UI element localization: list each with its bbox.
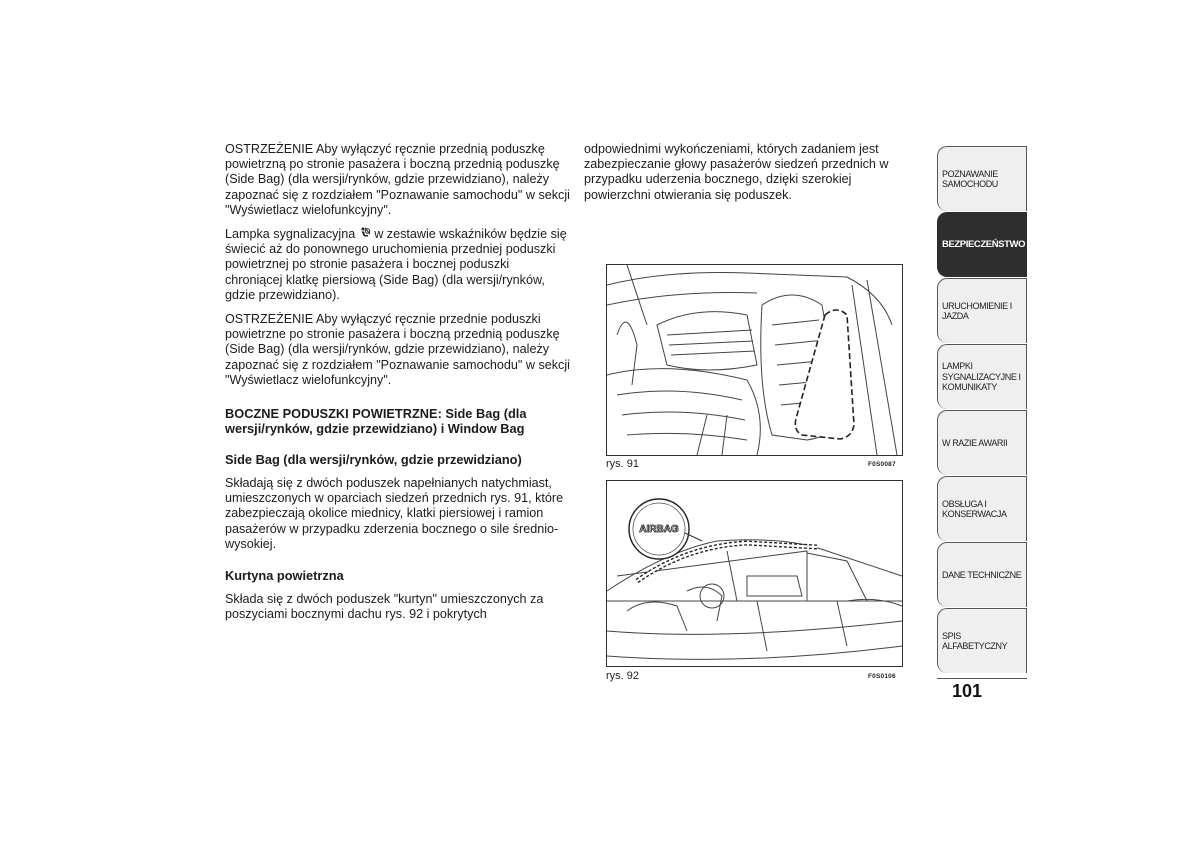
chapter-tabs [937,146,1027,674]
warning-paragraph-1: OSTRZEŻENIE Aby wyłączyć ręcznie przednią poduszkę powietrzną po stronie pasażera i boczną przednią poduszkę (Side Bag) (dla wersji/rynków, gdzie przewidziano), należy zapoznać się z rozdziałem "Poznawanie samochodu" w sekcji "Wyświetlacz wielofunkcyjny". [225,142,570,217]
tab-spis-alfabetyczny[interactable]: SPIS ALFABETYCZNY [937,608,1027,673]
tab-bezpieczenstwo[interactable]: BEZPIECZEŃSTWO [937,212,1027,277]
section-heading-side-bag: Side Bag (dla wersji/rynków, gdzie przewidziano) [225,452,522,468]
section-heading-side-window-bag: BOCZNE PODUSZKI POWIETRZNE: Side Bag (dla wersji/rynków, gdzie przewidziano) i Window Bag [225,406,527,437]
figure-92-code: F0S0106 [868,673,896,680]
lamp-paragraph [225,227,570,303]
figure-92-caption: rys. 92 [606,670,640,682]
tab-uruchomienie-i-jazda[interactable]: URUCHOMIENIE I JAZDA [937,278,1027,343]
lamp-text-before: Lampka sygnalizacyjna [225,227,359,242]
tab-w-razie-awarii[interactable]: W RAZIE AWARII [937,410,1027,475]
page-number: 101 [952,681,983,701]
airbag-badge-text: AIRBAG [639,524,679,535]
curtain-paragraph-continued: odpowiednimi wykończeniami, których zadaniem jest zabezpieczanie głowy pasażerów siedzeń przednich w przypadku uderzenia bocznego, dzięki szerokiej powierzchni otwierania się poduszek. [584,142,889,202]
warning-paragraph-2: OSTRZEŻENIE Aby wyłączyć ręcznie przednie poduszki powietrzne po stronie pasażera i boczną przednią poduszkę (Side Bag) (dla wersji/rynków, gdzie przewidziano), należy zapoznać się z rozdziałem "Poznawanie samochodu" w sekcji "Wyświetlacz wielofunkcyjny". [225,312,570,387]
curtain-paragraph: Składa się z dwóch poduszek "kurtyn" umieszczonych za poszyciami bocznymi dachu rys. 92 i pokrytych [225,592,544,622]
tab-poznawanie-samochodu[interactable]: POZNAWANIE SAMOCHODU [937,146,1027,211]
figure-91-code: F0S0087 [868,461,896,468]
airbag-off-icon [359,227,371,239]
right-text-column [584,142,914,212]
section-heading-curtain: Kurtyna powietrzna [225,568,344,584]
side-bag-paragraph: Składają się z dwóch poduszek napełnianych natychmiast, umieszczonych w oparciach siedzeń przednich rys. 91, które zabezpieczają okolice miednicy, klatki piersiowej i ramion pasażerów w przypadku zderzenia bocznego o sile średnio-wysokiej. [225,476,564,551]
figure-91-side-bag [606,264,903,456]
car-side-illustration [607,481,902,666]
figure-92-window-bag [606,480,903,667]
lamp-text-after: w zestawie wskaźników będzie się świecić aż do ponownego uruchomienia przedniej poduszki powietrznej po stronie pasażera i bocznej poduszki chroniącej klatkę piersiową (Side Bag) (dla wersji/rynków, gdzie przewidziano). [225,227,567,302]
seat-illustration [607,265,902,455]
tab-dane-techniczne[interactable]: DANE TECHNICZNE [937,542,1027,607]
tab-obsluga-i-konserwacja[interactable]: OBSŁUGA I KONSERWACJA [937,476,1027,541]
left-text-column [225,142,570,631]
figure-91-caption: rys. 91 [606,458,640,470]
tab-lampki-sygnalizacyjne[interactable]: LAMPKI SYGNALIZACYJNE I KOMUNIKATY [937,344,1027,409]
sidebar-bottom-rule [937,678,1027,679]
